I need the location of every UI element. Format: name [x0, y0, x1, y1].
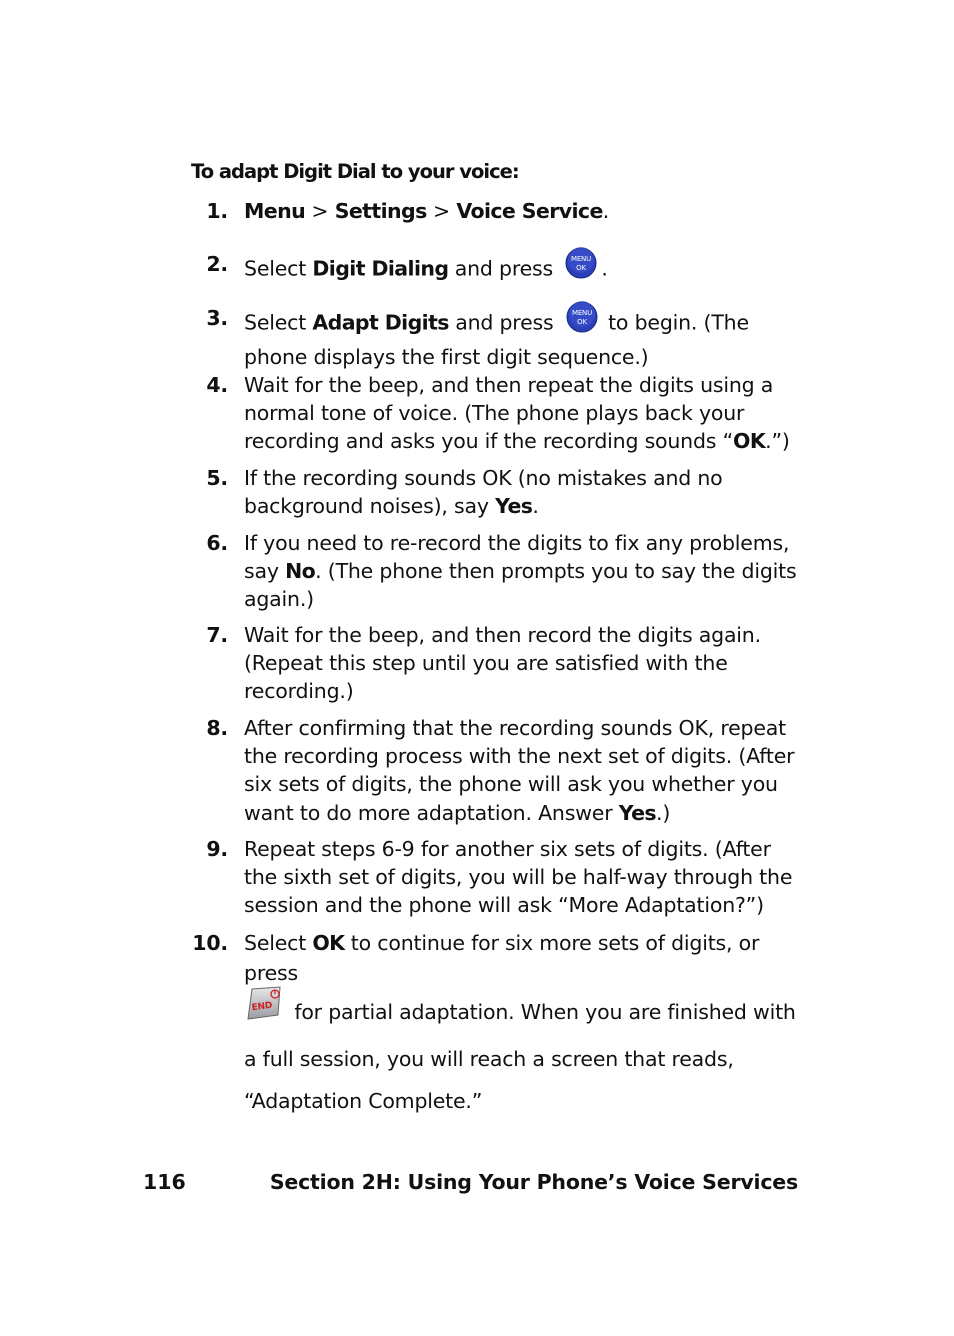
step-3: 3. Select Adapt Digits and press MENU OK to begin. (The phone displays the first digit sequence.): [244, 304, 804, 371]
step-4: 4. Wait for the beep, and then repeat the digits using a normal tone of voice. (The phone plays back your recording and asks you if the recording sounds “OK.”): [244, 371, 804, 456]
yes-term: Yes: [495, 494, 533, 519]
svg-text:OK: OK: [576, 318, 587, 326]
section-title: Section 2H: Using Your Phone’s Voice Services: [269, 1170, 798, 1194]
svg-text:OK: OK: [576, 264, 587, 272]
step-number: 9.: [206, 837, 228, 861]
step-6: 6. If you need to re-record the digits to fix any problems, say No. (The phone then prompts you to say the digits again.): [244, 529, 804, 614]
step-number: 3.: [206, 306, 228, 330]
procedure-heading: To adapt Digit Dial to your voice:: [191, 160, 519, 183]
step-9: 9. Repeat steps 6-9 for another six sets of digits. (After the sixth set of digits, you will be half-way through the session and the phone will ask “More Adaptation?”): [244, 835, 804, 920]
step-number: 10.: [192, 931, 228, 955]
step-number: 7.: [206, 623, 228, 647]
end-key-icon: [244, 985, 284, 1035]
step-5: 5. If the recording sounds OK (no mistakes and no background noises), say Yes.: [244, 464, 804, 520]
step-number: 6.: [206, 531, 228, 555]
menu-ok-key-icon: [566, 301, 598, 340]
step-7: 7. Wait for the beep, and then record the digits again. (Repeat this step until you are satisfied with the recording.): [244, 621, 804, 706]
page-number: 116: [143, 1170, 186, 1194]
no-term: No: [285, 559, 316, 584]
step-number: 1.: [206, 199, 228, 223]
menu-term: Menu: [244, 199, 306, 223]
adapt-digits-term: Adapt Digits: [312, 310, 449, 335]
voice-service-term: Voice Service: [456, 199, 603, 223]
digit-dialing-term: Digit Dialing: [312, 256, 449, 281]
step-number: 8.: [206, 716, 228, 740]
step-8: 8. After confirming that the recording sounds OK, repeat the recording process with the next set of digits. (After six sets of digits, the phone will ask you whether you want to do more adaptation. Answer Yes.): [244, 714, 804, 827]
svg-text:MENU: MENU: [571, 255, 592, 263]
yes-term: Yes: [618, 800, 657, 825]
svg-text:END: END: [251, 1000, 273, 1014]
menu-ok-key-icon: [565, 247, 597, 286]
step-number: 5.: [206, 466, 228, 490]
step-10: 10. Select OK to continue for six more sets of digits, or press END for partial adaptation. When you are finished with a full session, you will reach a screen that reads, “Adaptation Complete.”: [244, 928, 804, 1116]
step-number: 4.: [206, 373, 228, 397]
svg-text:MENU: MENU: [571, 309, 592, 317]
step-1: 1. Menu > Settings > Voice Service.: [244, 197, 804, 225]
step-number: 2.: [206, 252, 228, 276]
ok-term: OK: [312, 931, 345, 955]
settings-term: Settings: [334, 199, 427, 223]
ok-term: OK: [733, 429, 766, 454]
step-2: 2. Select Digit Dialing and press MENU OK .: [244, 250, 804, 289]
